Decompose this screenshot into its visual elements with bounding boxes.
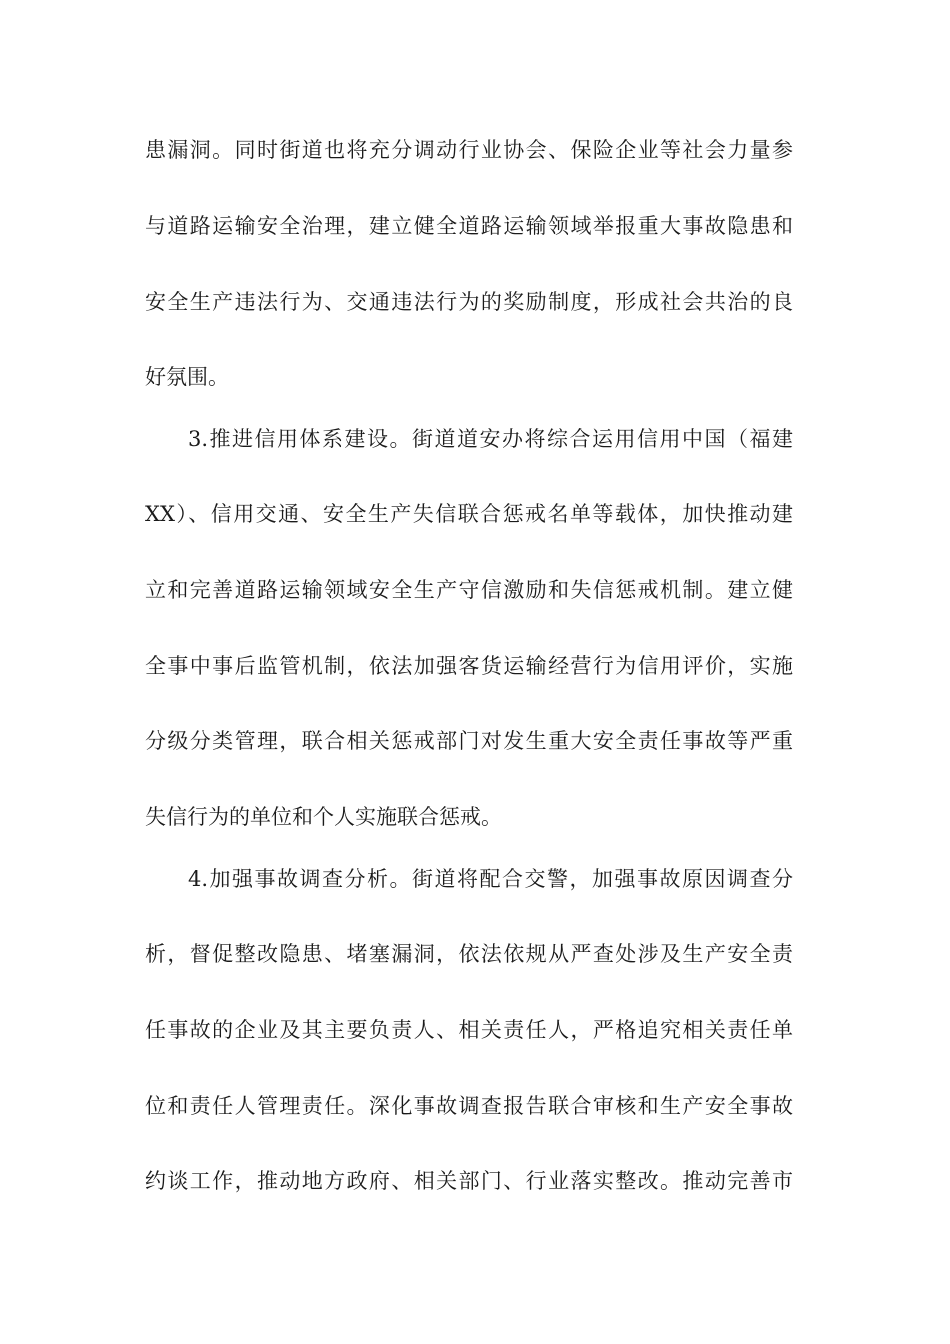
paragraph-line: XX）、信用交通、安全生产失信联合惩戒名单等载体，加快推动建 (145, 502, 793, 526)
paragraph-line: 约谈工作，推动地方政府、相关部门、行业落实整改。推动完善市 (145, 1169, 793, 1193)
paragraph-line: 安全生产违法行为、交通违法行为的奖励制度，形成社会共治的良 (145, 290, 793, 314)
paragraph-line: 位和责任人管理责任。深化事故调查报告联合审核和生产安全事故 (145, 1094, 793, 1118)
paragraph-line: 析，督促整改隐患、堵塞漏洞，依法依规从严查处涉及生产安全责 (145, 942, 793, 966)
paragraph-line: 4.加强事故调查分析。街道将配合交警，加强事故原因调查分 (188, 867, 793, 891)
paragraph-line: 患漏洞。同时街道也将充分调动行业协会、保险企业等社会力量参 (145, 138, 793, 162)
paragraph-line: 分级分类管理，联合相关惩戒部门对发生重大安全责任事故等严重 (145, 729, 793, 753)
paragraph-line: 3.推进信用体系建设。街道道安办将综合运用信用中国（福建 (188, 427, 793, 451)
paragraph-line: 失信行为的单位和个人实施联合惩戒。 (145, 805, 502, 829)
paragraph-line: 好氛围。 (145, 365, 229, 389)
paragraph-line: 任事故的企业及其主要负责人、相关责任人，严格追究相关责任单 (145, 1018, 793, 1042)
paragraph-line: 与道路运输安全治理，建立健全道路运输领域举报重大事故隐患和 (145, 214, 793, 238)
paragraph-line: 全事中事后监管机制，依法加强客货运输经营行为信用评价，实施 (145, 654, 793, 678)
paragraph-line: 立和完善道路运输领域安全生产守信激励和失信惩戒机制。建立健 (145, 578, 793, 602)
